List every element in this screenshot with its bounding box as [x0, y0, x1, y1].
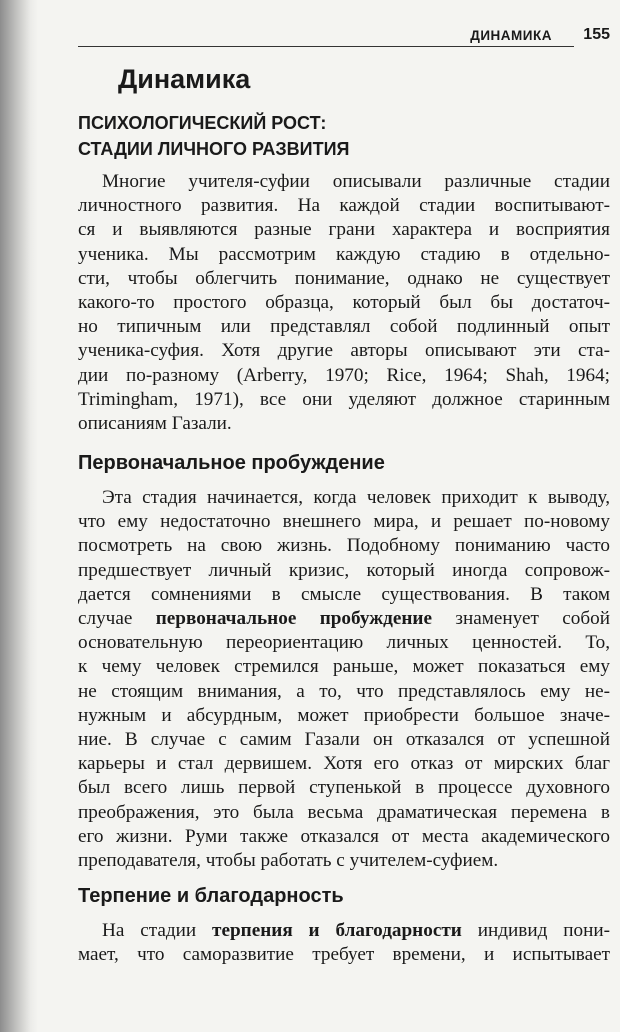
header-rule [78, 46, 574, 47]
awakening-paragraph [78, 486, 610, 873]
text-line: но типичным или представлял собой подлинный опыт [78, 316, 610, 338]
text-line: Многие учителя-суфии описывали различные стадии [102, 171, 610, 192]
chapter-title: Динамика [118, 64, 251, 94]
patience-paragraph [78, 919, 610, 967]
text-line [78, 919, 610, 943]
text-line: дается сомнениями в смысле существования. В таком [78, 583, 610, 605]
text-run: знаменует собой [432, 608, 610, 630]
text-line: ние. В случае с самим Газали он отказался от успешной [78, 729, 610, 751]
text-line: мает, что саморазвитие требует времени, и испытывает [78, 944, 610, 966]
section-title-line: ПСИХОЛОГИЧЕСКИЙ РОСТ: [78, 113, 327, 133]
key-term: первоначальное пробуждение [155, 608, 432, 630]
text-run: На стадии [102, 920, 213, 941]
text-line: нужным и абсурдным, может приобрести большое значе- [78, 704, 610, 726]
text-line: посмотреть на свою жизнь. Подобному пониманию часто [78, 535, 610, 557]
text-line: к чему человек стремился раньше, может показаться ему [78, 656, 610, 678]
text-line: Trimingham, 1971), все они уделяют должное старинным [78, 388, 610, 410]
running-title: ДИНАМИКА [470, 28, 552, 43]
subsection-title-awakening: Первоначальное пробуждение [78, 452, 385, 474]
text-line: преподавателя, чтобы работать с учителем-суфием. [78, 850, 499, 872]
text-line: сти, чтобы облегчить понимание, однако не существует [78, 267, 610, 289]
text-line: предшествует личный кризис, который иногда сопровож- [78, 559, 610, 581]
text-line: личностного развития. На каждой стадии воспитывают- [78, 195, 610, 217]
text-line: дии по-разному (Arberry, 1970; Rice, 1964; Shah, 1964; [78, 364, 610, 386]
text-line: Эта стадия начинается, когда человек приходит к выводу, [102, 487, 610, 508]
text-line: карьеры и стал дервишем. Хотя его отказ от мирских благ [78, 753, 610, 775]
text-run: случае [78, 608, 156, 630]
text-line: был всего лишь первой ступенькой в процессе духовного [78, 777, 610, 799]
text-line: описаниям Газали. [78, 413, 232, 435]
text-line: ученика-суфия. Хотя другие авторы описывают эти ста- [78, 340, 610, 362]
key-term: терпения и благодарности [212, 920, 462, 941]
section-title [78, 110, 598, 162]
text-line: ся и выявляются разные грани характера и восприятия [78, 219, 610, 241]
text-line: ученика. Мы рассмотрим каждую стадию в отдельно- [78, 243, 610, 265]
running-header [78, 26, 610, 48]
subsection-title-patience: Терпение и благодарность [78, 885, 344, 907]
text-line: какого-то простого образца, который был бы достаточ- [78, 292, 610, 314]
page-number: 155 [583, 26, 610, 43]
text-line: основательную переориентацию личных ценностей. То, [78, 632, 610, 654]
text-line [78, 607, 610, 631]
text-line: что ему недостаточно внешнего мира, и решает по-новому [78, 511, 610, 533]
text-run: индивид пони- [461, 920, 610, 941]
intro-paragraph [78, 170, 610, 436]
text-line: его жизни. Руми также отказался от места академического [78, 825, 610, 847]
text-line: преображения, это была весьма драматическая перемена в [78, 801, 610, 823]
page-binding-shadow [0, 0, 38, 1032]
text-line: не стоящим внимания, а то, что представлялось ему не- [78, 680, 610, 702]
section-title-line: СТАДИИ ЛИЧНОГО РАЗВИТИЯ [78, 139, 350, 159]
